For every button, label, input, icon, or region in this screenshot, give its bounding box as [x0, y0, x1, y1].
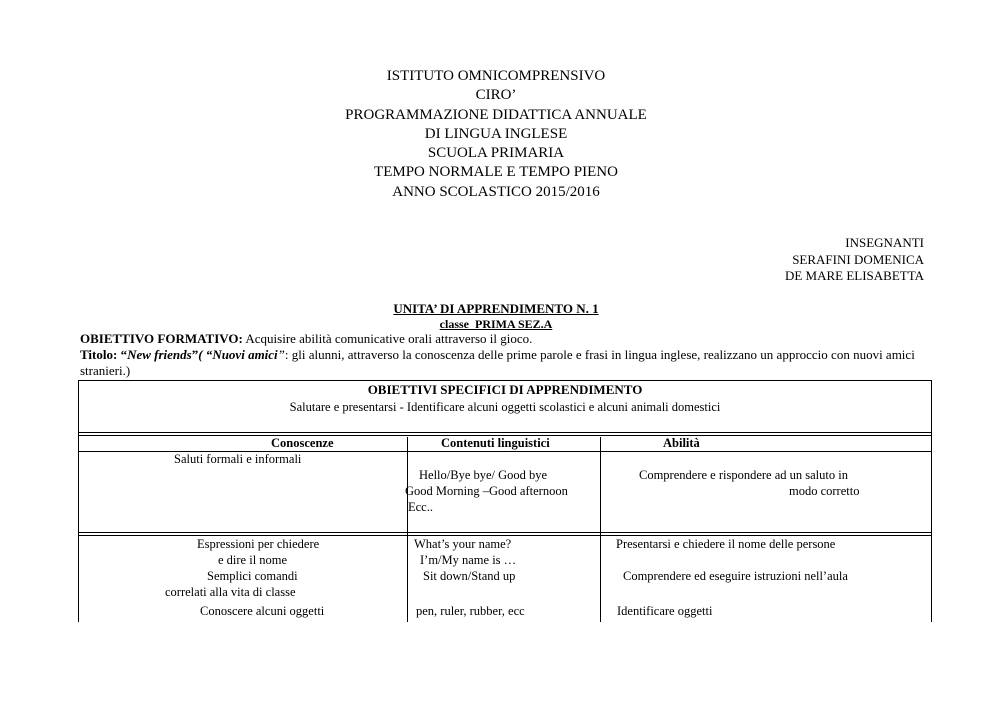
header-line: ISTITUTO OMNICOMPRENSIVO [386, 68, 606, 84]
cell-abilita: modo corretto [789, 484, 860, 498]
cell-contenuti: pen, ruler, rubber, ecc [416, 604, 525, 618]
cell-contenuti: I’m/My name is … [420, 553, 517, 567]
document-header [0, 67, 992, 202]
titolo-label: Titolo: “ [80, 347, 128, 362]
cell-contenuti: Good Morning –Good afternoon [405, 484, 568, 498]
column-header-conoscenze: Conoscenze [271, 436, 334, 450]
column-divider [407, 437, 408, 622]
table-divider [79, 432, 931, 433]
header-line: CIRO’ [475, 87, 517, 104]
unit-class [0, 317, 992, 331]
cell-conoscenze: e dire il nome [218, 553, 288, 567]
table-title: OBIETTIVI SPECIFICI DI APPRENDIMENTO [367, 382, 643, 397]
title-quote-close: ” [191, 347, 199, 362]
header-line: DI LINGUA INGLESE [424, 125, 568, 142]
title-paren-open: ( “ [198, 347, 213, 362]
table-divider [79, 532, 931, 533]
cell-conoscenze: Espressioni per chiedere [197, 537, 320, 551]
cell-conoscenze: Saluti formali e informali [174, 452, 302, 466]
cell-conoscenze: correlati alla vita di classe [165, 585, 296, 599]
cell-contenuti: Ecc.. [408, 500, 433, 514]
unit-title: UNITA’ DI APPRENDIMENTO N. 1 [393, 301, 599, 316]
title-english: New friends [127, 347, 192, 362]
title-italian: Nuovi amici [212, 347, 278, 362]
teachers-label: INSEGNANTI [845, 235, 924, 250]
column-header-abilita: Abilità [663, 436, 700, 450]
training-objective [80, 331, 532, 347]
learning-objectives-table [78, 380, 932, 622]
unit-description [80, 347, 930, 379]
objective-text: Acquisire abilità comunicative orali attraverso il gioco. [242, 331, 533, 346]
cell-contenuti: Hello/Bye bye/ Good bye [419, 468, 548, 482]
title-quote-close-2: ” [277, 347, 285, 362]
header-line: PROGRAMMAZIONE DIDATTICA ANNUALE [345, 106, 647, 123]
objective-label: OBIETTIVO FORMATIVO: [80, 331, 243, 346]
teachers-block [785, 235, 924, 285]
cell-abilita: Presentarsi e chiedere il nome delle persone [616, 537, 836, 551]
cell-abilita: Comprendere ed eseguire istruzioni nell’aula [623, 569, 848, 583]
unit-class-text: classe PRIMA SEZ.A [439, 317, 553, 331]
teacher-name: DE MARE ELISABETTA [784, 268, 924, 283]
titolo-text: : gli alunni, attraverso la conoscenza delle prime parole e frasi in lingua inglese, realizzano un approccio con nuovi amici stranieri.) [80, 347, 915, 378]
teacher-name: SERAFINI DOMENICA [792, 251, 924, 267]
table-divider [79, 535, 931, 536]
column-header-contenuti: Contenuti linguistici [441, 436, 550, 450]
header-line: ANNO SCOLASTICO 2015/2016 [392, 183, 600, 200]
cell-conoscenze: Semplici comandi [207, 569, 298, 583]
cell-abilita: Comprendere e rispondere ad un saluto in [639, 468, 848, 482]
header-line: TEMPO NORMALE E TEMPO PIENO [374, 164, 618, 181]
header-line: SCUOLA PRIMARIA [427, 145, 565, 162]
table-subtitle: Salutare e presentarsi - Identificare alcuni oggetti scolastici e alcuni animali domestici [289, 400, 721, 414]
cell-abilita: Identificare oggetti [617, 604, 713, 618]
column-divider [600, 437, 601, 622]
cell-conoscenze: Conoscere alcuni oggetti [200, 604, 325, 618]
cell-contenuti: What’s your name? [414, 537, 512, 551]
cell-contenuti: Sit down/Stand up [423, 569, 516, 583]
